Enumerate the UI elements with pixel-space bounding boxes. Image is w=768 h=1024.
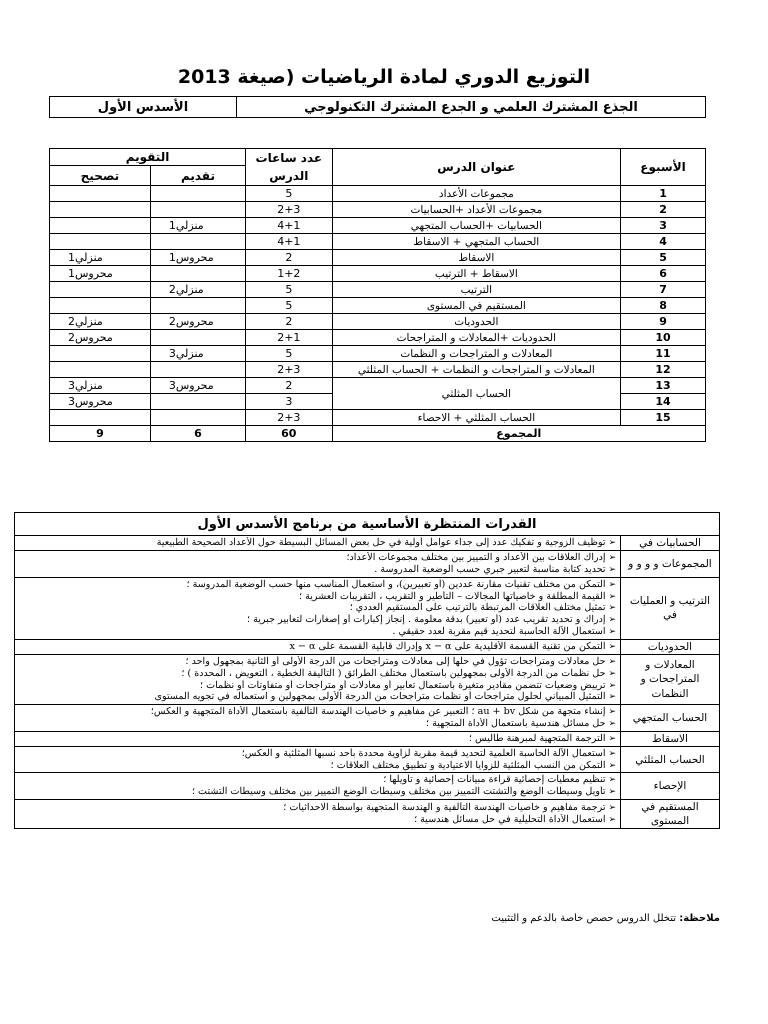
total-submit: 6: [150, 426, 245, 442]
correct-cell: [50, 362, 151, 378]
skill-item: ➢ تنظيم معطيات إحصائية قراءة مبيانات إحصائية و تأويلها ؛: [19, 774, 616, 786]
skill-topic: الحساب المتجهي: [621, 705, 720, 732]
skill-items: [15, 705, 621, 732]
table-row: [50, 362, 706, 378]
table-row: [50, 330, 706, 346]
page-title: التوزيع الدوري لمادة الرياضيات (صيغة 2013: [177, 66, 591, 88]
skill-row: [15, 800, 720, 829]
skill-items: [15, 746, 621, 773]
week-cell: 1: [621, 186, 706, 202]
correct-cell: [50, 202, 151, 218]
skill-row: [15, 773, 720, 800]
hours-cell: 4+1: [246, 234, 333, 250]
skill-item: ➢ التمكن من النسب المثلثية للزوايا الاعتيادية و تطبيق مختلف العلاقات ؛: [19, 760, 616, 772]
skill-item: ➢ تحديد كتابة مناسبة لتعبير جبري حسب الوضعية المدروسة .: [19, 564, 616, 576]
skill-items: [15, 536, 621, 551]
lesson-cell: الحساب المتجهي + الاسقاط: [332, 234, 620, 250]
correct-cell: محروس3: [50, 394, 151, 410]
hours-cell: 3: [246, 394, 333, 410]
correct-cell: [50, 346, 151, 362]
skill-item: ➢ استعمال الأداة التحليلية في حل مسائل هندسية ؛: [19, 814, 616, 826]
skill-item: ➢ توظيف الزوجية و تفكيك عدد إلى جداء عوامل أولية في حل بعض المسائل البسيطة حول الأعداد الصحيحة الطبيعية: [19, 537, 616, 549]
skill-topic: الإحصاء: [621, 773, 720, 800]
week-cell: 12: [621, 362, 706, 378]
skill-row: [15, 654, 720, 704]
week-cell: 8: [621, 298, 706, 314]
submit-cell: محروس1: [150, 250, 245, 266]
lesson-cell: المعادلات و المتراجحات و النظمات: [332, 346, 620, 362]
lesson-cell: الحسابيات +الحساب المتجهي: [332, 218, 620, 234]
table-row: [50, 186, 706, 202]
table-row: [50, 298, 706, 314]
col-eval: التقويم: [50, 149, 246, 166]
week-cell: 15: [621, 410, 706, 426]
table-row: [50, 410, 706, 426]
correct-cell: محروس1: [50, 266, 151, 282]
skill-items: [15, 731, 621, 746]
col-correct: تصحيح: [50, 166, 151, 186]
skill-item: ➢ الترجمة المتجهية لمبرهنة طاليس ؛: [19, 733, 616, 745]
week-cell: 5: [621, 250, 706, 266]
week-cell: 11: [621, 346, 706, 362]
col-submit: تقديم: [150, 166, 245, 186]
hours-cell: 5: [246, 282, 333, 298]
week-cell: 2: [621, 202, 706, 218]
table-row: [50, 314, 706, 330]
week-cell: 13: [621, 378, 706, 394]
skill-row: [15, 746, 720, 773]
total-correct: 9: [50, 426, 151, 442]
skill-topic: الحساب المثلثي: [621, 746, 720, 773]
table-row: [50, 346, 706, 362]
submit-cell: [150, 362, 245, 378]
branch-cell: الجذع المشترك العلمي و الجدع المشترك التكنولوجي: [237, 97, 706, 118]
submit-cell: [150, 234, 245, 250]
skill-item: ➢ حل نظمات من الدرجة الأولى بمجهولين باستعمال مختلف الطرائق ( التأليفة الخطية ، التعويض ، المحددة ) ؛: [19, 668, 616, 680]
distribution-table: [49, 148, 706, 442]
hours-cell: 5: [246, 298, 333, 314]
skill-items: [15, 800, 621, 829]
skill-topic: الحسابيات في: [621, 536, 720, 551]
week-cell: 3: [621, 218, 706, 234]
submit-cell: محروس2: [150, 314, 245, 330]
table-row: [50, 202, 706, 218]
correct-cell: [50, 282, 151, 298]
hours-cell: 2: [246, 250, 333, 266]
week-cell: 14: [621, 394, 706, 410]
lesson-cell: مجموعات الأعداد: [332, 186, 620, 202]
skill-item: ➢ إنشاء متجهة من شكل au + bv ؛ التعبير عن مفاهيم و خاصيات الهندسة التآلفية باستعمال الأداة المتجهية و العكس؛: [19, 706, 616, 718]
correct-cell: [50, 298, 151, 314]
header-table: [49, 96, 706, 118]
table-row: [50, 250, 706, 266]
correct-cell: منزلي2: [50, 314, 151, 330]
skill-item: ➢ ترييض وضعيات تتضمن مقادير متغيرة باستعمال تعابير أو معادلات أو متراجحات أو متفاوتات أو نظمات ؛: [19, 680, 616, 692]
hours-cell: 2+3: [246, 410, 333, 426]
skill-topic: الاسقاط: [621, 731, 720, 746]
week-cell: 4: [621, 234, 706, 250]
table-row: [50, 378, 706, 394]
col-lesson: عنوان الدرس: [332, 149, 620, 186]
hours-cell: 2+1: [246, 330, 333, 346]
skill-item: ➢ التمكن من مختلف تقنيات مقارنة عددين (أو تعبيرين)، و استعمال المناسب منها حسب الوضعية المدروسة ؛: [19, 579, 616, 591]
table-row: [50, 282, 706, 298]
submit-cell: [150, 394, 245, 410]
hours-cell: 5: [246, 186, 333, 202]
week-cell: 7: [621, 282, 706, 298]
skills-heading: القدرات المنتظرة الأساسية من برنامج الأسدس الأول: [15, 513, 720, 536]
correct-cell: [50, 234, 151, 250]
hours-cell: 2+3: [246, 202, 333, 218]
lesson-cell: مجموعات الأعداد +الحسابيات: [332, 202, 620, 218]
skill-item: ➢ تأويل وسيطات الوضع والتشتت التمييز بين مختلف وسيطات الوضع التمييز بين مختلف وسيطات التشتت ؛: [19, 786, 616, 798]
skill-item: ➢ استعمال الآلة الحاسبة لتحديد قيم مقربة لعدد حقيقي .: [19, 626, 616, 638]
table-row: [50, 234, 706, 250]
skill-row: [15, 551, 720, 578]
skill-item: ➢ التمكن من تقنية القسمة الأقليدية على x − α وإدراك قابلية القسمة على x − α: [19, 641, 616, 653]
skill-row: [15, 705, 720, 732]
skill-row: [15, 536, 720, 551]
lesson-cell: الترتيب: [332, 282, 620, 298]
lesson-cell: الاسقاط: [332, 250, 620, 266]
lesson-cell: المستقيم في المستوى: [332, 298, 620, 314]
submit-cell: منزلي1: [150, 218, 245, 234]
skill-item: ➢ تمثيل مختلف العلاقات المرتبطة بالترتيب على المستقيم العددي ؛: [19, 602, 616, 614]
hours-cell: 1+2: [246, 266, 333, 282]
skill-item: ➢ القيمة المطلقة و خاصياتها المجالات – التأطير و التقريب ، التقريبات العشرية ؛: [19, 591, 616, 603]
skill-items: [15, 577, 621, 639]
skill-items: [15, 551, 621, 578]
skill-items: [15, 773, 621, 800]
week-cell: 10: [621, 330, 706, 346]
hours-cell: 2: [246, 378, 333, 394]
submit-cell: [150, 202, 245, 218]
lesson-cell: الحساب المثلثي: [332, 378, 620, 410]
skill-item: ➢ حل مسائل هندسية باستعمال الأداة المتجهية ؛: [19, 718, 616, 730]
correct-cell: منزلي1: [50, 250, 151, 266]
lesson-cell: الاسقاط + الترتيب: [332, 266, 620, 282]
submit-cell: [150, 186, 245, 202]
correct-cell: [50, 186, 151, 202]
note: [180, 913, 720, 924]
submit-cell: [150, 410, 245, 426]
table-row: [50, 218, 706, 234]
hours-cell: 4+1: [246, 218, 333, 234]
correct-cell: منزلي3: [50, 378, 151, 394]
submit-cell: [150, 266, 245, 282]
col-hours: عدد ساعات الدرس: [246, 149, 333, 186]
skill-topic: المجموعات و و و و: [621, 551, 720, 578]
submit-cell: [150, 298, 245, 314]
skill-topic: الحدوديات: [621, 639, 720, 654]
table-row: [50, 266, 706, 282]
skill-item: ➢ إدراك العلاقات بين الأعداد و التمييز بين مختلف مجموعات الأعداد؛: [19, 552, 616, 564]
week-cell: 6: [621, 266, 706, 282]
skill-topic: الترتيب و العمليات في: [621, 577, 720, 639]
total-hours: 60: [246, 426, 333, 442]
skill-row: [15, 731, 720, 746]
submit-cell: منزلي3: [150, 346, 245, 362]
skill-item: ➢ التمثيل المبياني لحلول متراجحات أو نظمات متراجحات من الدرجة الأولى بمجهولين و استعماله في تجويه المستوى: [19, 691, 616, 703]
lesson-cell: الحدوديات: [332, 314, 620, 330]
correct-cell: [50, 218, 151, 234]
skills-table: [14, 512, 720, 829]
hours-cell: 5: [246, 346, 333, 362]
skill-item: ➢ حل معادلات ومتراجحات تؤول في حلها إلى معادلات ومتراجحات من الدرجة الأولى أو الثانية بمجهول واحد ؛: [19, 656, 616, 668]
skill-row: [15, 639, 720, 654]
correct-cell: [50, 410, 151, 426]
skill-items: [15, 639, 621, 654]
semester-cell: الأسدس الأول: [50, 97, 237, 118]
skill-item: ➢ ترجمة مفاهيم و خاصيات الهندسة التآلفية و الهندسة المتجهية بواسطة الاحداثيات ؛: [19, 802, 616, 814]
skill-item: ➢ إدراك و تحديد تقريب عدد (أو تعبير) بدقة معلومة . إنجاز إكبارات أو إصغارات لتعابير جبرية ؛: [19, 614, 616, 626]
total-label: المجموع: [332, 426, 705, 442]
skill-topic: المستقيم في المستوى: [621, 800, 720, 829]
week-cell: 9: [621, 314, 706, 330]
skill-topic: المعادلات و المتراجحات و النظمات: [621, 654, 720, 704]
note-text: تتخلل الدروس حصص خاصة بالدعم و التثبيت: [491, 913, 680, 924]
lesson-cell: الحدوديات +المعادلات و المتراجحات: [332, 330, 620, 346]
lesson-cell: المعادلات و المتراجحات و النظمات + الحساب المثلثي: [332, 362, 620, 378]
skill-row: [15, 577, 720, 639]
hours-cell: 2: [246, 314, 333, 330]
skill-items: [15, 654, 621, 704]
submit-cell: محروس3: [150, 378, 245, 394]
correct-cell: محروس2: [50, 330, 151, 346]
note-label: ملاحظة:: [679, 913, 720, 924]
hours-cell: 2+3: [246, 362, 333, 378]
skill-item: ➢ استعمال الآلة الحاسبة العلمية لتحديد قيمة مقربة لزاوية محددة بأحد نسبها المثلثية و العكس؛: [19, 748, 616, 760]
submit-cell: منزلي2: [150, 282, 245, 298]
lesson-cell: الحساب المثلثي + الاحصاء: [332, 410, 620, 426]
total-row: [50, 426, 706, 442]
col-week: الأسبوع: [621, 149, 706, 186]
submit-cell: [150, 330, 245, 346]
